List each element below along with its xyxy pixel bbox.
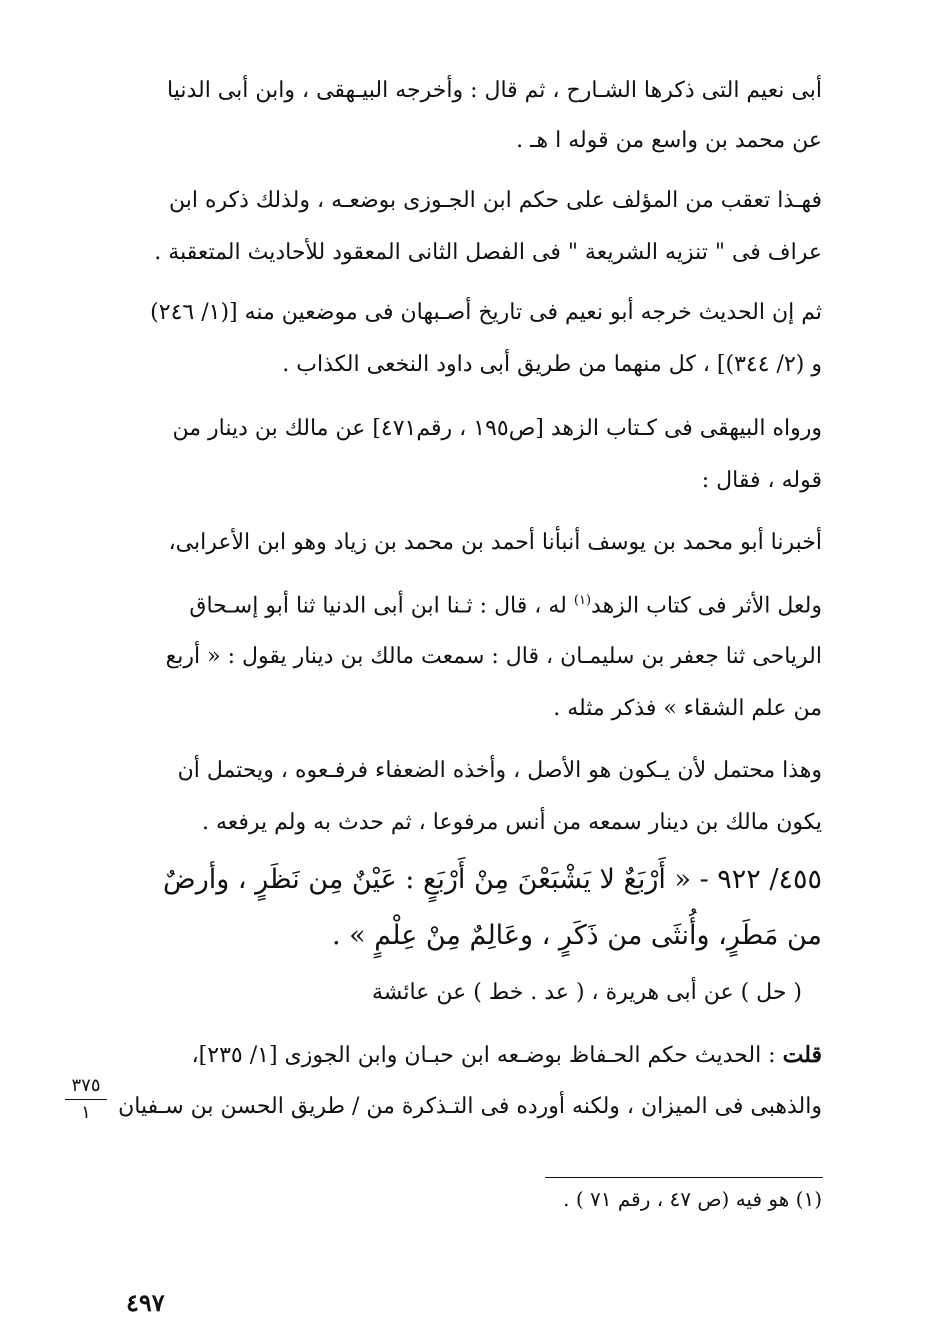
text-line: أبى نعيم التى ذكرها الشـارح ، ثم قال : وأخرجه البيـهقى ، وابن أبى الدنيا — [166, 78, 822, 103]
text-line: عن محمد بن واسع من قوله ا هـ . — [516, 128, 822, 153]
text-segment: : الحديث حكم الحـفاظ بوضـعه ابن حبـان وابن الجوزى [١/ ٢٣٥]، — [191, 1043, 783, 1068]
text-line: فهـذا تعقب من المؤلف على حكم ابن الجـوزى بوضعـه ، ولذلك ذكره ابن — [168, 188, 822, 213]
folio-divider — [65, 1099, 107, 1100]
text-line — [192, 1040, 822, 1071]
text-line: يكون مالك بن دينار سمعه من أنس مرفوعا ، ثم حدث به ولم يرفعه . — [202, 810, 822, 835]
text-line — [189, 586, 822, 621]
footnote-marker: (١) — [573, 593, 592, 608]
text-line: ورواه البيهقى فى كـتاب الزهد [ص١٩٥ ، رقم٤٧١] عن مالك بن دينار من — [172, 416, 822, 441]
manuscript-folio-note — [62, 1075, 110, 1124]
text-segment: له ، قال : ثـنا ابن أبى الدنيا ثنا أبو إسـحاق — [189, 593, 567, 619]
hadith-line: ٤٥٥/ ٩٢٢ - « أَرْبَعٌ لا يَشْبَعْنَ مِنْ أَرْبَعٍ : عَيْنٌ مِن نَظَرٍ ، وأرضٌ — [163, 864, 822, 895]
footnote: (١) هو فيه (ص ٤٧ ، رقم ٧١ ) . — [563, 1187, 822, 1211]
text-line: الرياحى ثنا جعفر بن سليمـان ، قال : سمعت مالك بن دينار يقول : « أربع — [165, 644, 822, 669]
folio-side: ١ — [81, 1102, 91, 1123]
text-line: والذهبى فى الميزان ، ولكنه أورده فى التـذكرة من / طريق الحسن بن سـفيان — [118, 1094, 822, 1119]
text-line: ثم إن الحديث خرجه أبو نعيم فى تاريخ أصـبهان فى موضعين منه [(١/ ٢٤٦) — [150, 300, 822, 325]
text-line: قوله ، فقال : — [701, 468, 822, 493]
qultu-label: قلت — [782, 1042, 822, 1068]
page-number: ٤٩٧ — [126, 1288, 165, 1317]
text-line: من علم الشقاء » فذكر مثله . — [553, 696, 822, 721]
hadith-line: من مَطَرٍ، وأُنثَى من ذَكَرٍ ، وعَالِمٌ مِنْ عِلْمٍ » . — [332, 920, 822, 951]
text-line: وهذا محتمل لأن يـكون هو الأصل ، وأخذه الضعفاء فرفـعوه ، ويحتمل أن — [177, 758, 822, 783]
text-line: عراف فى " تنزيه الشريعة " فى الفصل الثانى المعقود للأحاديث المتعقبة . — [154, 240, 822, 265]
folio-number: ٣٧٥ — [71, 1075, 101, 1096]
footnote-divider — [545, 1177, 823, 1178]
text-line: أخبرنا أبو محمد بن يوسف أنبأنا أحمد بن محمد بن زياد وهو ابن الأعرابى، — [168, 530, 822, 555]
source-line: ( حل ) عن أبى هريرة ، ( عد . خط ) عن عائشة — [372, 980, 802, 1005]
text-line: و (٢/ ٣٤٤)] ، كل منهما من طريق أبى داود النخعى الكذاب . — [282, 352, 822, 377]
text-segment: ولعل الأثر فى كتاب الزهد — [591, 593, 822, 619]
